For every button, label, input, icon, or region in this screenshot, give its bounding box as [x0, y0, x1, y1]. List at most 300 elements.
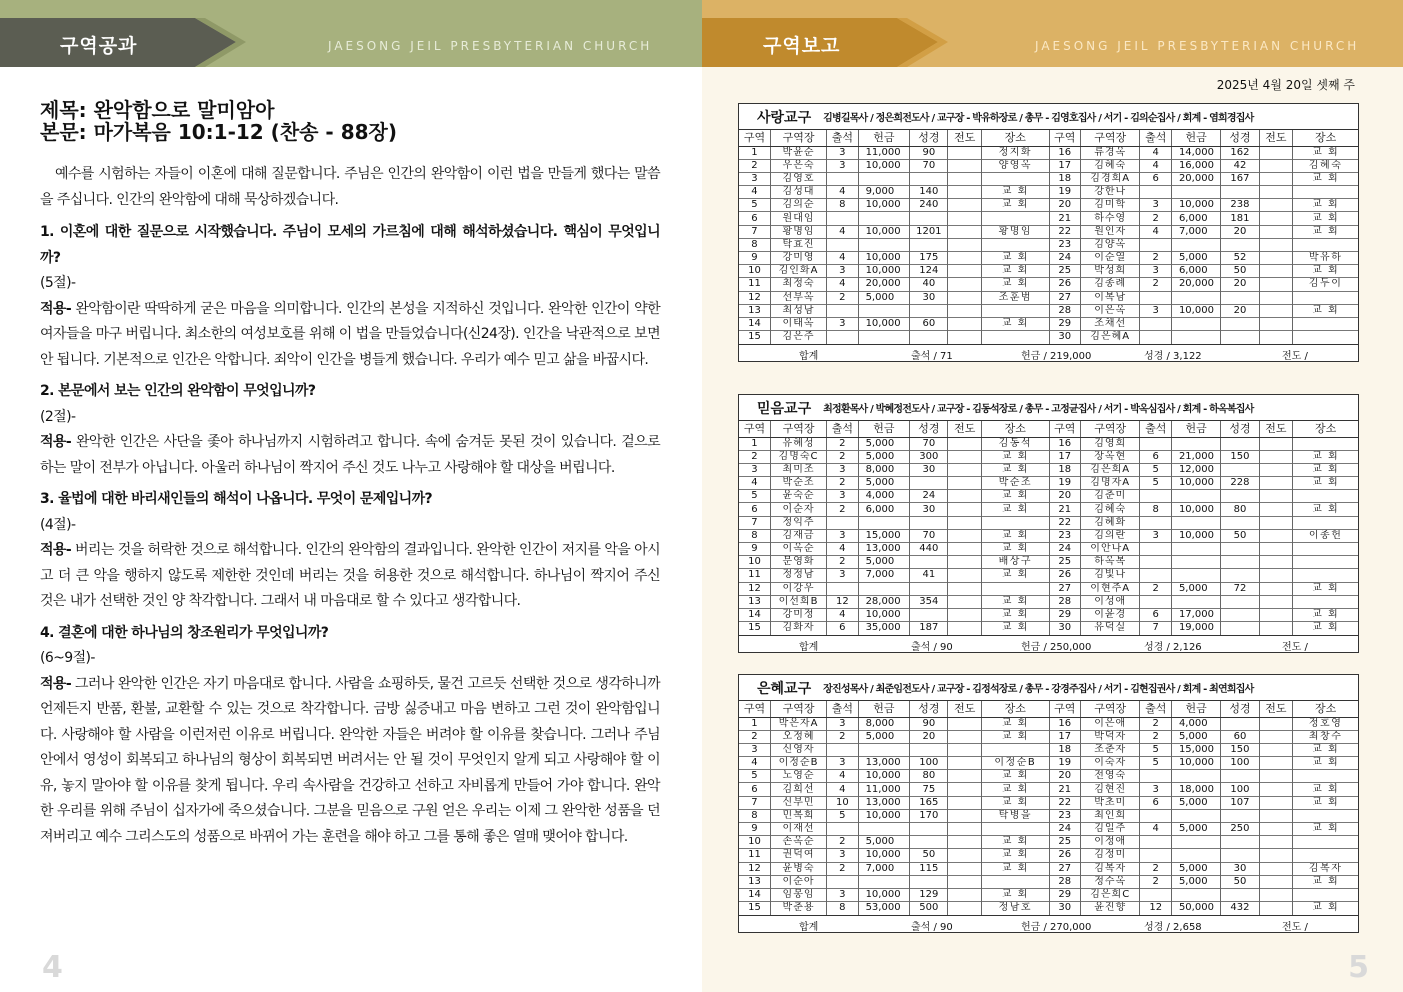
table-cell: 25	[1049, 836, 1080, 849]
table-cell: 1201	[910, 225, 948, 238]
question-3: 3. 율법에 대한 바리새인들의 해석이 나옵니다. 무엇이 문제입니까?	[40, 491, 433, 507]
application-3	[40, 538, 660, 615]
table-cell: 15	[739, 902, 770, 915]
table-cell	[1259, 569, 1293, 582]
table-cell: 18,000	[1171, 783, 1220, 796]
table-cell: 이윤경	[1080, 608, 1140, 621]
table-cell	[910, 582, 948, 595]
table-cell: 8	[827, 902, 858, 915]
table-cell: 107	[1221, 796, 1259, 809]
table-row	[739, 146, 1358, 159]
table-cell	[910, 875, 948, 888]
table-cell: 5,000	[858, 836, 910, 849]
application-1	[40, 297, 660, 374]
total-offering: 헌금 / 219,000	[1021, 350, 1092, 362]
column-header: 헌금	[858, 421, 910, 437]
table-cell: 민복희	[770, 809, 826, 822]
column-header: 출석	[1140, 421, 1171, 437]
table-cell: 5	[1140, 743, 1171, 756]
table-cell	[948, 823, 982, 836]
table-cell	[948, 888, 982, 901]
table-cell: 75	[910, 783, 948, 796]
table-cell: 30	[1049, 902, 1080, 915]
table-cell: 신영자	[770, 743, 826, 756]
table-cell: 김은희A	[1080, 463, 1140, 476]
table-cell: 2	[827, 477, 858, 490]
table-cell: 4	[739, 186, 770, 199]
table-cell	[1259, 450, 1293, 463]
table-cell	[1293, 556, 1358, 569]
table-cell: 7,000	[1171, 225, 1220, 238]
table-cell	[948, 331, 982, 344]
table-cell: 10	[739, 836, 770, 849]
table-cell: 김두이	[1293, 278, 1358, 291]
table-cell	[948, 186, 982, 199]
table-cell	[827, 743, 858, 756]
table-cell	[1171, 317, 1220, 330]
table-cell: 10,000	[858, 252, 910, 265]
right-church-name: JAESONG JEIL PRESBYTERIAN CHURCH	[1035, 39, 1360, 53]
table-cell	[1221, 437, 1259, 450]
table-cell: 김혜숙	[1080, 159, 1140, 172]
table-cell	[1171, 888, 1220, 901]
table-cell: 황명임	[982, 225, 1049, 238]
table-cell	[910, 238, 948, 251]
table-cell: 27	[1049, 862, 1080, 875]
table-cell: 8,000	[858, 463, 910, 476]
table-cell: 5	[1140, 463, 1171, 476]
table-cell: 2	[1140, 717, 1171, 730]
table-cell: 2	[827, 862, 858, 875]
table-row	[739, 212, 1358, 225]
table-row	[739, 888, 1358, 901]
table-cell: 2	[827, 450, 858, 463]
table-cell: 10,000	[858, 770, 910, 783]
table-cell	[1171, 556, 1220, 569]
table-cell	[1259, 783, 1293, 796]
table-cell	[1140, 556, 1171, 569]
verse-ref-1: (5절)-	[40, 275, 76, 291]
table-cell: 10	[827, 796, 858, 809]
table-cell: 이순아	[770, 875, 826, 888]
table-cell	[1293, 809, 1358, 822]
table-cell: 4	[827, 252, 858, 265]
table-cell	[1259, 796, 1293, 809]
table-cell: 김성대	[770, 186, 826, 199]
table-row	[739, 529, 1358, 542]
table-cell	[948, 849, 982, 862]
table-cell	[858, 172, 910, 185]
table-cell	[948, 757, 982, 770]
table-cell: 20	[1221, 278, 1259, 291]
table-cell: 2	[1140, 730, 1171, 743]
table-cell: 50	[1221, 875, 1259, 888]
table-cell	[1293, 317, 1358, 330]
table-cell	[827, 238, 858, 251]
table-cell: 교 회	[1293, 902, 1358, 915]
table-cell: 교 회	[982, 265, 1049, 278]
table-cell	[948, 543, 982, 556]
table-cell: 5,000	[858, 291, 910, 304]
column-header: 성경	[910, 130, 948, 146]
table-cell	[1171, 238, 1220, 251]
table-cell	[1259, 212, 1293, 225]
column-header: 구역	[739, 421, 770, 437]
table-cell: 23	[1049, 238, 1080, 251]
column-header: 성경	[1221, 130, 1259, 146]
table-cell	[1259, 437, 1293, 450]
table-cell: 240	[910, 199, 948, 212]
table-cell: 김인화A	[770, 265, 826, 278]
question-4: 4. 결혼에 대한 하나님의 창조원리가 무엇입니까?	[40, 624, 329, 641]
table-cell	[982, 331, 1049, 344]
table-cell: 140	[910, 186, 948, 199]
table-cell: 42	[1221, 159, 1259, 172]
table-cell: 김미학	[1080, 199, 1140, 212]
table-cell	[1140, 809, 1171, 822]
table-cell: 10,000	[1171, 529, 1220, 542]
column-header: 구역장	[1080, 701, 1140, 717]
question-1: 1. 이혼에 대한 질문으로 시작했습니다. 주님이 모세의 가르침에 대해 해석하셨습니다. 핵심이 무엇입니까?	[40, 224, 660, 266]
table-cell: 20,000	[1171, 278, 1220, 291]
table-cell: 교 회	[1293, 608, 1358, 621]
table-cell: 13,000	[858, 757, 910, 770]
table-row	[739, 809, 1358, 822]
total-attendance: 출석 / 90	[911, 921, 953, 933]
table-cell: 탁병을	[982, 809, 1049, 822]
table-cell	[982, 743, 1049, 756]
table-cell: 이정순B	[982, 757, 1049, 770]
table-cell	[1171, 569, 1220, 582]
table-cell	[858, 238, 910, 251]
table-row	[739, 862, 1358, 875]
application-label: 적용-	[40, 300, 72, 317]
table-cell: 2	[1140, 582, 1171, 595]
table-cell	[948, 252, 982, 265]
table-cell: 이태옥	[770, 317, 826, 330]
table-cell	[1259, 717, 1293, 730]
table-cell	[1171, 595, 1220, 608]
table-cell	[948, 212, 982, 225]
table-cell: 윤진향	[1080, 902, 1140, 915]
table-cell: 김춘미	[1080, 490, 1140, 503]
table-row	[739, 490, 1358, 503]
table-cell: 권덕여	[770, 849, 826, 862]
table-cell: 교 회	[982, 595, 1049, 608]
table-cell: 90	[910, 146, 948, 159]
table-cell: 교 회	[982, 503, 1049, 516]
table-cell: 9	[739, 823, 770, 836]
column-header: 헌금	[1171, 130, 1220, 146]
table-cell: 16	[1049, 437, 1080, 450]
table-cell: 교 회	[1293, 582, 1358, 595]
page-number-right: 5	[1348, 950, 1369, 985]
table-cell: 5,000	[1171, 823, 1220, 836]
table-cell	[948, 569, 982, 582]
table-cell: 72	[1221, 582, 1259, 595]
table-cell: 김빛나	[1080, 569, 1140, 582]
table-cell: 13,000	[858, 543, 910, 556]
table-cell: 8	[739, 238, 770, 251]
table-cell: 3	[1140, 783, 1171, 796]
table-row	[739, 516, 1358, 529]
table-cell	[910, 212, 948, 225]
table-cell: 교 회	[982, 783, 1049, 796]
table-cell	[1259, 463, 1293, 476]
application-4	[40, 672, 660, 851]
table-cell: 이선희B	[770, 595, 826, 608]
table-cell: 김의란	[1080, 529, 1140, 542]
table-cell	[1293, 490, 1358, 503]
table-cell: 10,000	[1171, 304, 1220, 317]
district-total-row	[739, 344, 1358, 361]
table-cell: 교 회	[1293, 199, 1358, 212]
table-cell	[948, 608, 982, 621]
table-row	[739, 757, 1358, 770]
table-cell	[1259, 556, 1293, 569]
table-cell: 10,000	[858, 608, 910, 621]
table-cell: 김희선	[770, 783, 826, 796]
table-cell: 11	[739, 569, 770, 582]
district-header	[739, 104, 1358, 130]
table-cell	[1259, 902, 1293, 915]
table-cell: 14,000	[1171, 146, 1220, 159]
table-cell	[1259, 159, 1293, 172]
table-cell: 최인희	[1080, 809, 1140, 822]
table-cell	[1221, 770, 1259, 783]
table-row	[739, 717, 1358, 730]
table-cell: 1	[739, 437, 770, 450]
table-cell: 3	[827, 717, 858, 730]
table-cell: 교 회	[1293, 304, 1358, 317]
table-cell: 16,000	[1171, 159, 1220, 172]
table-cell: 탁효진	[770, 238, 826, 251]
table-cell	[1259, 317, 1293, 330]
table-cell	[858, 212, 910, 225]
table-cell	[827, 331, 858, 344]
table-row	[739, 437, 1358, 450]
table-cell	[948, 836, 982, 849]
table-cell: 17	[1049, 450, 1080, 463]
table-cell: 17	[1049, 159, 1080, 172]
table-row	[739, 291, 1358, 304]
district-staff: 최정환목사 / 박혜정전도사 / 교구장 - 김동석장로 / 총무 - 고정균집사 / 서기 - 박옥심집사 / 회계 - 하옥복집사	[823, 404, 1254, 415]
table-cell	[1259, 252, 1293, 265]
table-row	[739, 304, 1358, 317]
table-cell: 3	[827, 849, 858, 862]
table-cell	[1259, 172, 1293, 185]
total-label: 합계	[799, 641, 819, 653]
table-cell	[948, 490, 982, 503]
table-cell	[1259, 608, 1293, 621]
table-cell: 박유하	[1293, 252, 1358, 265]
table-cell	[1171, 770, 1220, 783]
table-cell	[948, 304, 982, 317]
table-cell	[1140, 516, 1171, 529]
column-header: 전도	[948, 421, 982, 437]
table-cell: 1	[739, 146, 770, 159]
table-cell: 교 회	[1293, 757, 1358, 770]
table-cell: 25	[1049, 556, 1080, 569]
table-cell	[827, 582, 858, 595]
total-bible: 성경 / 2,658	[1144, 921, 1202, 933]
table-cell: 18	[1049, 743, 1080, 756]
table-cell: 7	[739, 225, 770, 238]
table-cell	[1221, 543, 1259, 556]
table-cell	[948, 770, 982, 783]
table-cell: 80	[910, 770, 948, 783]
table-row	[739, 238, 1358, 251]
table-cell: 강미영	[770, 252, 826, 265]
table-cell: 12	[739, 582, 770, 595]
table-cell: 3	[827, 569, 858, 582]
table-cell	[1259, 331, 1293, 344]
table-cell: 교 회	[1293, 225, 1358, 238]
table-cell: 6,000	[858, 503, 910, 516]
table-cell: 3	[827, 159, 858, 172]
table-cell: 3	[827, 463, 858, 476]
table-cell	[1293, 888, 1358, 901]
table-cell	[948, 437, 982, 450]
table-cell: 175	[910, 252, 948, 265]
table-cell: 류경옥	[1080, 146, 1140, 159]
table-cell	[982, 516, 1049, 529]
table-cell	[827, 823, 858, 836]
table-cell	[1259, 146, 1293, 159]
table-cell: 교 회	[1293, 823, 1358, 836]
table-cell: 26	[1049, 569, 1080, 582]
table-row	[739, 836, 1358, 849]
table-cell	[1293, 595, 1358, 608]
table-cell	[910, 477, 948, 490]
table-cell: 이안나A	[1080, 543, 1140, 556]
table-cell	[858, 304, 910, 317]
table-cell: 3	[827, 317, 858, 330]
table-cell: 4,000	[858, 490, 910, 503]
column-header: 헌금	[858, 130, 910, 146]
table-cell: 3	[827, 888, 858, 901]
table-cell: 21	[1049, 212, 1080, 225]
column-header: 성경	[910, 701, 948, 717]
table-cell: 2	[827, 503, 858, 516]
table-row	[739, 252, 1358, 265]
table-cell	[910, 304, 948, 317]
total-evangelism: 전도 /	[1282, 350, 1308, 362]
column-header: 구역	[1049, 130, 1080, 146]
district-table	[739, 130, 1358, 344]
table-cell: 교 회	[982, 796, 1049, 809]
table-cell: 이옥순	[770, 543, 826, 556]
table-cell: 7,000	[858, 862, 910, 875]
table-row	[739, 608, 1358, 621]
table-cell: 90	[910, 717, 948, 730]
column-header: 출석	[1140, 701, 1171, 717]
table-cell: 7	[739, 516, 770, 529]
table-cell	[982, 304, 1049, 317]
table-cell	[948, 225, 982, 238]
table-cell: 교 회	[982, 608, 1049, 621]
table-cell: 129	[910, 888, 948, 901]
table-cell	[1221, 888, 1259, 901]
table-row	[739, 770, 1358, 783]
total-evangelism: 전도 /	[1282, 921, 1308, 933]
table-cell: 박초미	[1080, 796, 1140, 809]
table-cell: 25	[1049, 265, 1080, 278]
table-row	[739, 186, 1358, 199]
table-cell	[1259, 186, 1293, 199]
table-cell: 오정혜	[770, 730, 826, 743]
table-cell: 30	[910, 463, 948, 476]
table-cell: 165	[910, 796, 948, 809]
table-cell: 18	[1049, 463, 1080, 476]
table-cell: 조채선	[1080, 317, 1140, 330]
table-cell: 교 회	[982, 450, 1049, 463]
table-row	[739, 265, 1358, 278]
table-cell: 박덕자	[1080, 730, 1140, 743]
table-cell	[1221, 331, 1259, 344]
table-cell	[948, 463, 982, 476]
application-label: 적용-	[40, 675, 72, 692]
table-cell: 교 회	[982, 186, 1049, 199]
table-cell: 115	[910, 862, 948, 875]
table-cell: 김명자A	[1080, 477, 1140, 490]
table-cell: 29	[1049, 317, 1080, 330]
table-cell: 354	[910, 595, 948, 608]
table-cell	[1293, 291, 1358, 304]
table-cell: 교 회	[1293, 503, 1358, 516]
table-cell: 정정남	[770, 569, 826, 582]
question-2: 2. 본문에서 보는 인간의 완악함이 무엇입니까?	[40, 383, 316, 399]
column-header: 전도	[948, 701, 982, 717]
application-text: 그러나 완악한 인간은 자기 마음대로 합니다. 사람을 쇼핑하듯, 물건 고르듯 선택한 것으로 생각하니까 언제든지 반품, 환불, 교환할 수 있는 것으로 착각합니다. 금방 싫증내고 마음 변하고 그런 것이 완악함입니다. 사랑해야 할 사람을 이런저런 이유로 버립니다. 완악한 자들은 버려야 할 이유를 찾습니다. 그러나 주님 안에서 영성이 회복되고 하나님의 형상이 회복되면 버려서는 안 될 것이 무엇인지 알게 되고 사랑해야 할 이유, 놓지 말아야 할 이유를 찾게 됩니다. 우리 속사람을 건강하고 선하고 자비롭게 만들어 가야 합니다. 완악한 우리를 위해 주님이 십자가에 죽으셨습니다. 그분을 믿음으로 구원 얻은 우리는 이제 그 완악한 성품을 던져버리고 예수 그리스도의 성품으로 바뀌어 가는 훈련을 해야 하고 그를 통해 좋은 열매 맺어야 합니다.	[40, 675, 660, 845]
table-cell: 70	[910, 437, 948, 450]
table-cell: 17,000	[1171, 608, 1220, 621]
table-cell: 윤병숙	[770, 862, 826, 875]
left-header-banner	[0, 0, 702, 67]
table-cell: 28	[1049, 875, 1080, 888]
table-cell: 6	[1140, 172, 1171, 185]
table-cell: 5	[739, 770, 770, 783]
table-cell: 3	[739, 463, 770, 476]
table-cell: 21	[1049, 503, 1080, 516]
table-cell: 원인자	[1080, 225, 1140, 238]
table-cell	[1259, 823, 1293, 836]
table-cell: 170	[910, 809, 948, 822]
table-cell: 교 회	[982, 862, 1049, 875]
table-cell: 교 회	[1293, 146, 1358, 159]
column-header: 구역	[739, 701, 770, 717]
table-cell: 70	[910, 529, 948, 542]
table-cell: 최창수	[1293, 730, 1358, 743]
table-cell: 2	[739, 159, 770, 172]
table-cell: 11,000	[858, 783, 910, 796]
table-cell	[948, 317, 982, 330]
table-cell: 10,000	[1171, 503, 1220, 516]
table-cell: 13	[739, 875, 770, 888]
table-cell: 35,000	[858, 622, 910, 635]
table-cell: 30	[1049, 331, 1080, 344]
table-header-row	[739, 421, 1358, 437]
table-cell: 이숙자	[1080, 757, 1140, 770]
table-cell: 박순조	[982, 477, 1049, 490]
table-cell: 신부민	[770, 796, 826, 809]
table-cell: 황명임	[770, 225, 826, 238]
table-cell: 12,000	[1171, 463, 1220, 476]
table-cell	[1171, 849, 1220, 862]
table-cell: 8	[739, 809, 770, 822]
table-cell: 이현주A	[1080, 582, 1140, 595]
table-cell	[1171, 331, 1220, 344]
